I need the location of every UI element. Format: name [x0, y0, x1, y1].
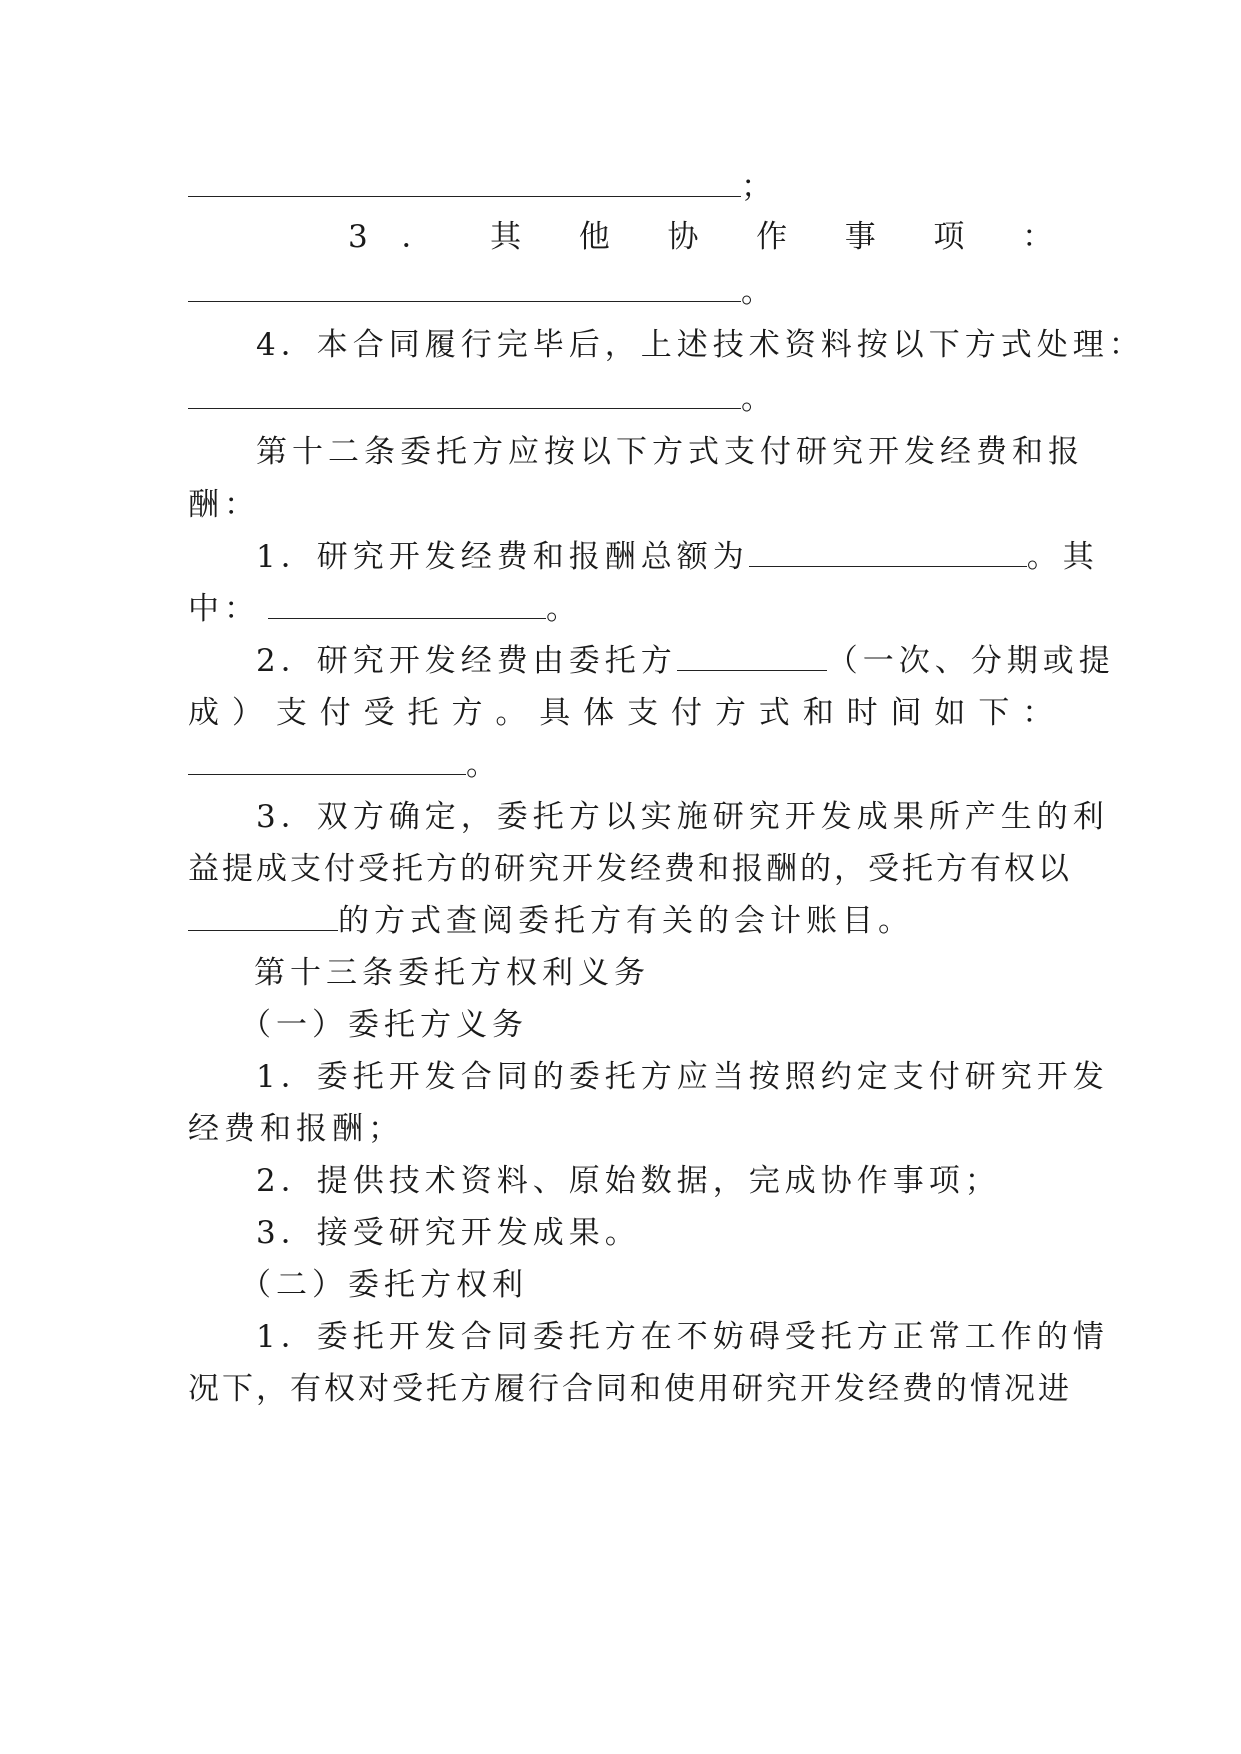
doc-line-21: 3．接受研究开发成果。: [256, 1215, 641, 1251]
item-char: 他: [578, 219, 634, 255]
fill-in-blank: [188, 740, 466, 775]
doc-line-10: [188, 636, 1115, 686]
item-char: 成: [188, 695, 221, 731]
item-char: 3: [348, 219, 368, 255]
doc-line-8: [188, 532, 1099, 582]
item-char: 如: [934, 695, 967, 731]
fill-in-blank: [677, 636, 827, 671]
doc-line-16: 第十三条委托方权利义务: [254, 955, 650, 991]
fill-in-blank: [188, 374, 741, 409]
doc-line-1: [188, 162, 1053, 212]
doc-line-14: 益提成支付受托方的研究开发经费和报酬的，受托方有权以: [188, 851, 1072, 887]
doc-line-24: 况下，有权对受托方履行合同和使用研究开发经费的情况进: [188, 1371, 1072, 1407]
line-text: （一次、分期或提: [826, 643, 1115, 679]
doc-line-22: （二）委托方权利: [240, 1267, 528, 1303]
fill-in-blank: [188, 267, 741, 302]
item-char: 付: [670, 695, 704, 731]
doc-line-20: 2．提供技术资料、原始数据，完成协作事项；: [256, 1163, 1001, 1199]
item-char: ）: [231, 695, 265, 731]
item-char: 和: [802, 695, 836, 731]
fill-in-blank: [268, 584, 546, 619]
doc-line-23: 1．委托开发合同委托方在不妨碍受托方正常工作的情: [256, 1319, 1109, 1355]
item-char: ：: [1022, 219, 1054, 255]
doc-line-19: 经费和报酬；: [188, 1111, 404, 1147]
item-char: 托: [407, 695, 441, 731]
line-text: 1．研究开发经费和报酬总额为: [256, 539, 749, 575]
item-char: 其: [490, 219, 546, 255]
item-char: 时: [846, 695, 880, 731]
line-end-punct: 。: [741, 274, 777, 310]
item-char: 付: [319, 695, 353, 731]
line-text: 中：: [188, 591, 260, 627]
doc-line-17: （一）委托方义务: [240, 1007, 528, 1043]
item-char: 协: [667, 219, 723, 255]
line-end-punct: ；: [741, 169, 777, 205]
doc-line-12: [188, 740, 1053, 790]
item-char: 事: [844, 219, 900, 255]
item-char: 方: [714, 695, 748, 731]
item-char: 作: [756, 219, 812, 255]
fill-in-blank: [188, 162, 741, 197]
item-char: 受: [363, 695, 397, 731]
item-char: 下: [978, 695, 1011, 731]
doc-line-5: [188, 374, 1053, 424]
item-char: 。: [495, 695, 528, 731]
item-char: 间: [890, 695, 924, 731]
item-char: 支: [275, 695, 309, 731]
item-char: 体: [583, 695, 616, 731]
line-text: 2．研究开发经费由委托方: [256, 643, 677, 679]
doc-line-4: 4．本合同履行完毕后，上述技术资料按以下方式处理：: [256, 327, 1145, 363]
line-end-punct: 。: [466, 747, 502, 783]
item-char: ：: [1022, 695, 1054, 731]
line-text: 。其: [1026, 539, 1099, 575]
fill-in-blank: [188, 896, 338, 931]
line-text: 的方式查阅委托方有关的会计账目。: [338, 903, 914, 939]
line-text: 。: [546, 591, 582, 627]
doc-line-9: [188, 584, 1053, 634]
doc-line-3: [188, 267, 1053, 317]
item-char: ．: [401, 219, 457, 255]
item-char: 方: [451, 695, 484, 731]
doc-line-6: 第十二条委托方应按以下方式支付研究开发经费和报: [256, 434, 1084, 470]
doc-line-7: 酬：: [188, 487, 260, 523]
line-end-punct: 。: [741, 381, 777, 417]
doc-line-13: 3．双方确定，委托方以实施研究开发成果所产生的利: [256, 799, 1109, 835]
fill-in-blank: [749, 532, 1027, 567]
item-char: 项: [933, 219, 989, 255]
doc-line-18: 1．委托开发合同的委托方应当按照约定支付研究开发: [256, 1059, 1109, 1095]
item-char: 具: [539, 695, 572, 731]
doc-line-2: [188, 212, 1053, 262]
item-char: 式: [758, 695, 792, 731]
doc-line-11: [188, 688, 1053, 738]
doc-line-15: [188, 896, 1053, 946]
item-char: 支: [627, 695, 660, 731]
